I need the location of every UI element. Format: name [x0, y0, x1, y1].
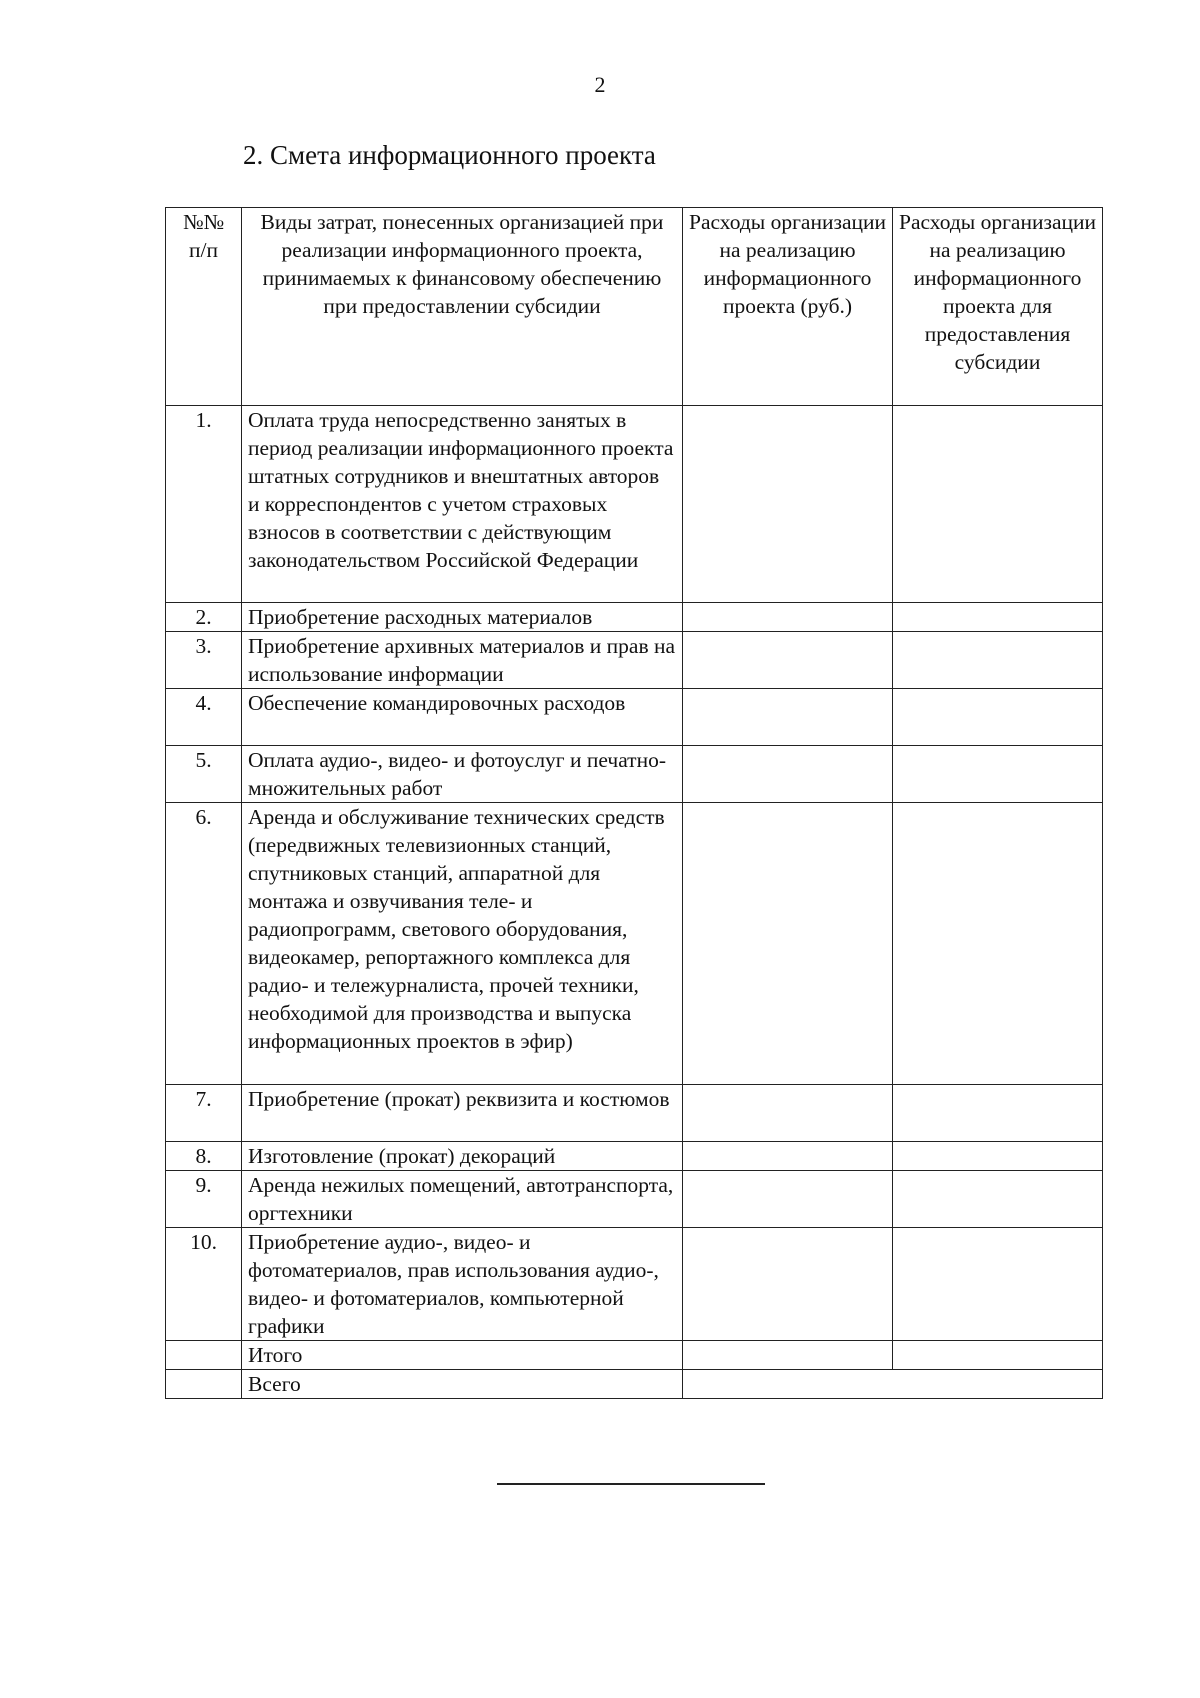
subsidy-expense-cell[interactable] — [893, 1085, 1103, 1142]
subsidy-expense-cell[interactable] — [893, 803, 1103, 1085]
total-row — [166, 1341, 1103, 1370]
row-description: Оплата аудио-, видео- и фотоуслуг и печатно-множительных работ — [242, 746, 683, 803]
estimate-table — [165, 207, 1103, 1399]
org-expense-cell[interactable] — [683, 746, 893, 803]
document-title: 2. Смета информационного проекта — [243, 140, 656, 170]
table-row — [166, 1171, 1103, 1228]
row-description: Приобретение аудио-, видео- и фотоматериалов, прав использования аудио-, видео- и фотоматериалов, компьютерной графики — [242, 1228, 683, 1341]
grand-total-value-cell[interactable] — [683, 1370, 1103, 1399]
total-label: Итого — [242, 1341, 683, 1370]
total-number-cell — [166, 1341, 242, 1370]
subsidy-expense-cell[interactable] — [893, 1171, 1103, 1228]
header-org-expenses: Расходы организации на реализацию информационного проекта (руб.) — [683, 208, 893, 406]
subsidy-expense-cell[interactable] — [893, 603, 1103, 632]
row-number: 6. — [166, 803, 242, 1085]
table-row — [166, 689, 1103, 746]
table-row — [166, 803, 1103, 1085]
row-description: Приобретение архивных материалов и прав на использование информации — [242, 632, 683, 689]
row-description: Приобретение расходных материалов — [242, 603, 683, 632]
grand-total-row — [166, 1370, 1103, 1399]
row-number: 8. — [166, 1142, 242, 1171]
org-expense-cell[interactable] — [683, 1171, 893, 1228]
table-row — [166, 603, 1103, 632]
header-number: №№ п/п — [166, 208, 242, 406]
org-expense-cell[interactable] — [683, 1085, 893, 1142]
row-number: 7. — [166, 1085, 242, 1142]
subsidy-expense-cell[interactable] — [893, 406, 1103, 603]
table-row — [166, 406, 1103, 603]
header-subsidy-expenses: Расходы организации на реализацию информационного проекта для предоставления субсидии — [893, 208, 1103, 406]
subsidy-expense-cell[interactable] — [893, 1228, 1103, 1341]
org-expense-cell[interactable] — [683, 603, 893, 632]
row-number: 3. — [166, 632, 242, 689]
org-expense-cell[interactable] — [683, 1228, 893, 1341]
row-number: 2. — [166, 603, 242, 632]
row-number: 1. — [166, 406, 242, 603]
row-description: Приобретение (прокат) реквизита и костюмов — [242, 1085, 683, 1142]
row-number: 5. — [166, 746, 242, 803]
total-org-expense-cell[interactable] — [683, 1341, 893, 1370]
subsidy-expense-cell[interactable] — [893, 632, 1103, 689]
row-description: Изготовление (прокат) декораций — [242, 1142, 683, 1171]
table-row — [166, 1085, 1103, 1142]
org-expense-cell[interactable] — [683, 406, 893, 603]
footer-divider — [497, 1483, 765, 1485]
table-row — [166, 1142, 1103, 1171]
org-expense-cell[interactable] — [683, 803, 893, 1085]
table-header-row — [166, 208, 1103, 406]
row-number: 9. — [166, 1171, 242, 1228]
row-number: 10. — [166, 1228, 242, 1341]
grand-total-number-cell — [166, 1370, 242, 1399]
table-row — [166, 632, 1103, 689]
subsidy-expense-cell[interactable] — [893, 746, 1103, 803]
row-description: Обеспечение командировочных расходов — [242, 689, 683, 746]
row-description: Оплата труда непосредственно занятых в период реализации информационного проекта штатных сотрудников и внештатных авторов и корреспондентов с учетом страховых взносов в соответствии с действующим законодательством Российской Федерации — [242, 406, 683, 603]
row-description: Аренда нежилых помещений, автотранспорта, оргтехники — [242, 1171, 683, 1228]
org-expense-cell[interactable] — [683, 632, 893, 689]
row-description: Аренда и обслуживание технических средств (передвижных телевизионных станций, спутниковых станций, аппаратной для монтажа и озвучивания теле- и радиопрограмм, светового оборудования, видеокамер, репортажного комплекса для радио- и тележурналиста, прочей техники, необходимой для производства и выпуска информационных проектов в эфир) — [242, 803, 683, 1085]
subsidy-expense-cell[interactable] — [893, 1142, 1103, 1171]
row-number: 4. — [166, 689, 242, 746]
subsidy-expense-cell[interactable] — [893, 689, 1103, 746]
table-row — [166, 746, 1103, 803]
total-subsidy-expense-cell[interactable] — [893, 1341, 1103, 1370]
header-cost-type: Виды затрат, понесенных организацией при реализации информационного проекта, принимаемых к финансовому обеспечению при предоставлении субсидии — [242, 208, 683, 406]
org-expense-cell[interactable] — [683, 1142, 893, 1171]
table-row — [166, 1228, 1103, 1341]
org-expense-cell[interactable] — [683, 689, 893, 746]
grand-total-label: Всего — [242, 1370, 683, 1399]
page-number: 2 — [594, 72, 606, 97]
